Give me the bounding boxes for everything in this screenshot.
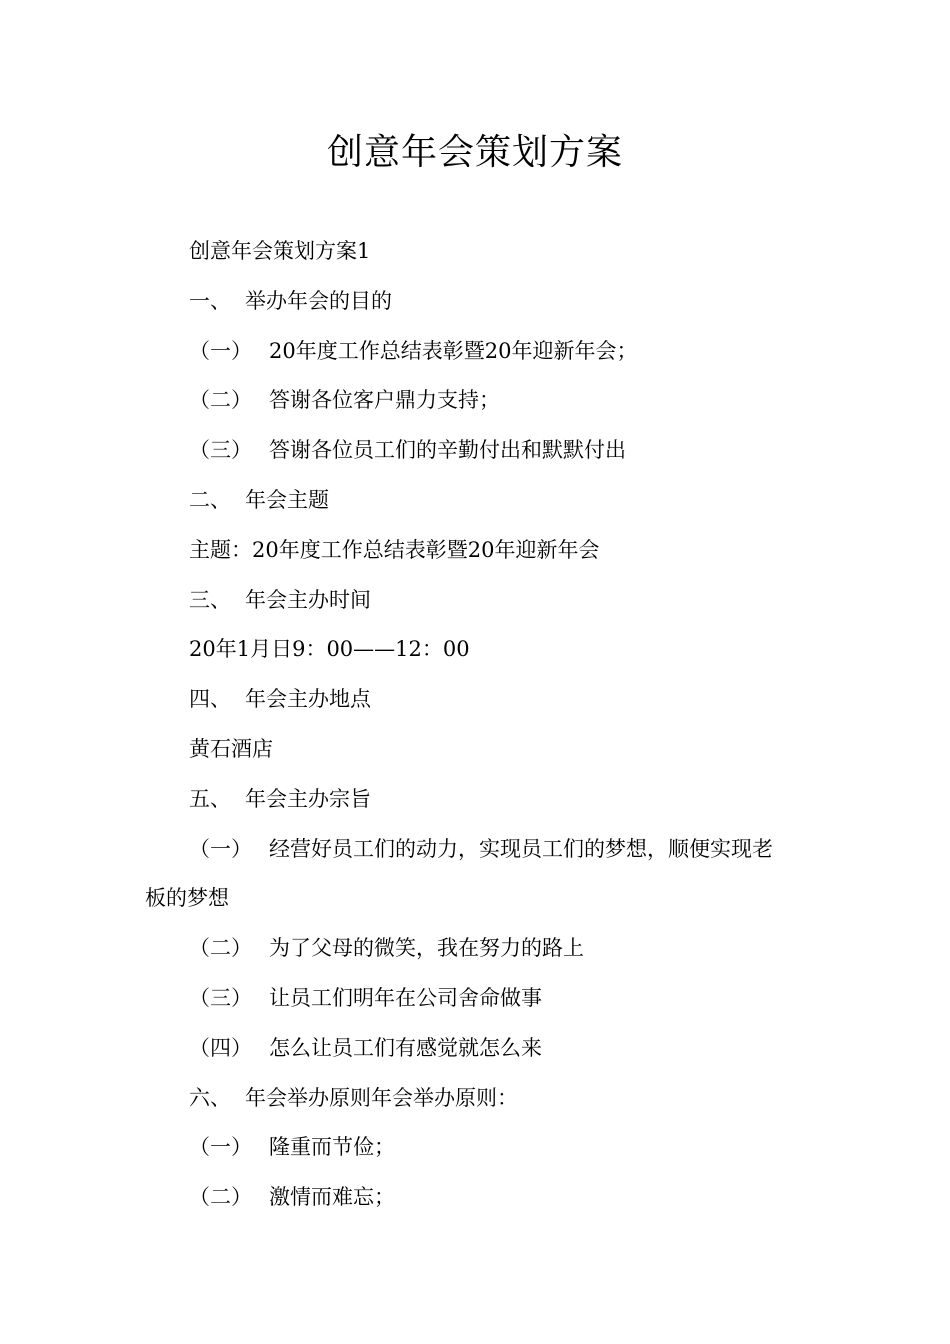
list-item — [145, 426, 810, 476]
section-heading-text: 年会举办原则年会举办原则： — [245, 1085, 518, 1110]
section-heading-text: 举办年会的目的 — [245, 288, 392, 313]
item-marker: （一） — [189, 338, 252, 363]
location-text: 黄石酒店 — [189, 736, 273, 761]
list-item — [145, 825, 810, 875]
item-text: 激情而难忘； — [269, 1185, 395, 1210]
section-heading-4 — [145, 675, 810, 725]
theme-text: 主题：20年度工作总结表彰暨20年迎新年会 — [189, 537, 600, 562]
list-item — [145, 376, 810, 426]
item-marker: （二） — [189, 936, 252, 961]
section-heading-6 — [145, 1074, 810, 1124]
section-heading-text: 年会主办宗旨 — [245, 786, 371, 811]
list-item — [145, 1173, 810, 1223]
list-item — [145, 327, 810, 377]
document-title: 创意年会策划方案 — [326, 132, 623, 173]
item-marker: （二） — [189, 1185, 252, 1210]
section-heading-text: 年会主题 — [245, 487, 329, 512]
list-item-continuation: 板的梦想 — [145, 886, 229, 911]
section-heading-1 — [145, 277, 810, 327]
section-heading-5 — [145, 775, 810, 825]
section-marker: 二、 — [189, 487, 231, 512]
section-marker: 四、 — [189, 687, 231, 712]
item-marker: （三） — [189, 985, 252, 1010]
section-heading-text: 年会主办地点 — [245, 687, 371, 712]
item-text: 20年度工作总结表彰暨20年迎新年会； — [269, 338, 638, 363]
item-text: 经营好员工们的动力，实现员工们的梦想，顺便实现老 — [269, 836, 773, 861]
item-marker: （一） — [189, 1135, 252, 1160]
section-heading-text: 年会主办时间 — [245, 587, 371, 612]
section-marker: 六、 — [189, 1085, 231, 1110]
document-body — [145, 227, 810, 1223]
plan-subtitle: 创意年会策划方案1 — [189, 239, 371, 263]
item-text: 怎么让员工们有感觉就怎么来 — [269, 1035, 542, 1060]
item-text: 答谢各位员工们的辛勤付出和默默付出 — [269, 438, 626, 463]
item-text: 答谢各位客户鼎力支持； — [269, 388, 500, 413]
item-marker: （三） — [189, 438, 252, 463]
item-marker: （四） — [189, 1035, 252, 1060]
list-item — [145, 1123, 810, 1173]
section-marker: 一、 — [189, 288, 231, 313]
section-heading-2 — [145, 476, 810, 526]
item-marker: （一） — [189, 836, 252, 861]
section-heading-3 — [145, 576, 810, 626]
item-text: 隆重而节俭； — [269, 1135, 395, 1160]
time-text: 20年1月日9：00——12：00 — [189, 637, 470, 662]
item-text: 为了父母的微笑，我在努力的路上 — [269, 936, 584, 961]
list-item — [145, 974, 810, 1024]
section-marker: 五、 — [189, 786, 231, 811]
item-text: 让员工们明年在公司舍命做事 — [269, 985, 542, 1010]
item-marker: （二） — [189, 388, 252, 413]
list-item — [145, 924, 810, 974]
list-item — [145, 1024, 810, 1074]
section-marker: 三、 — [189, 587, 231, 612]
